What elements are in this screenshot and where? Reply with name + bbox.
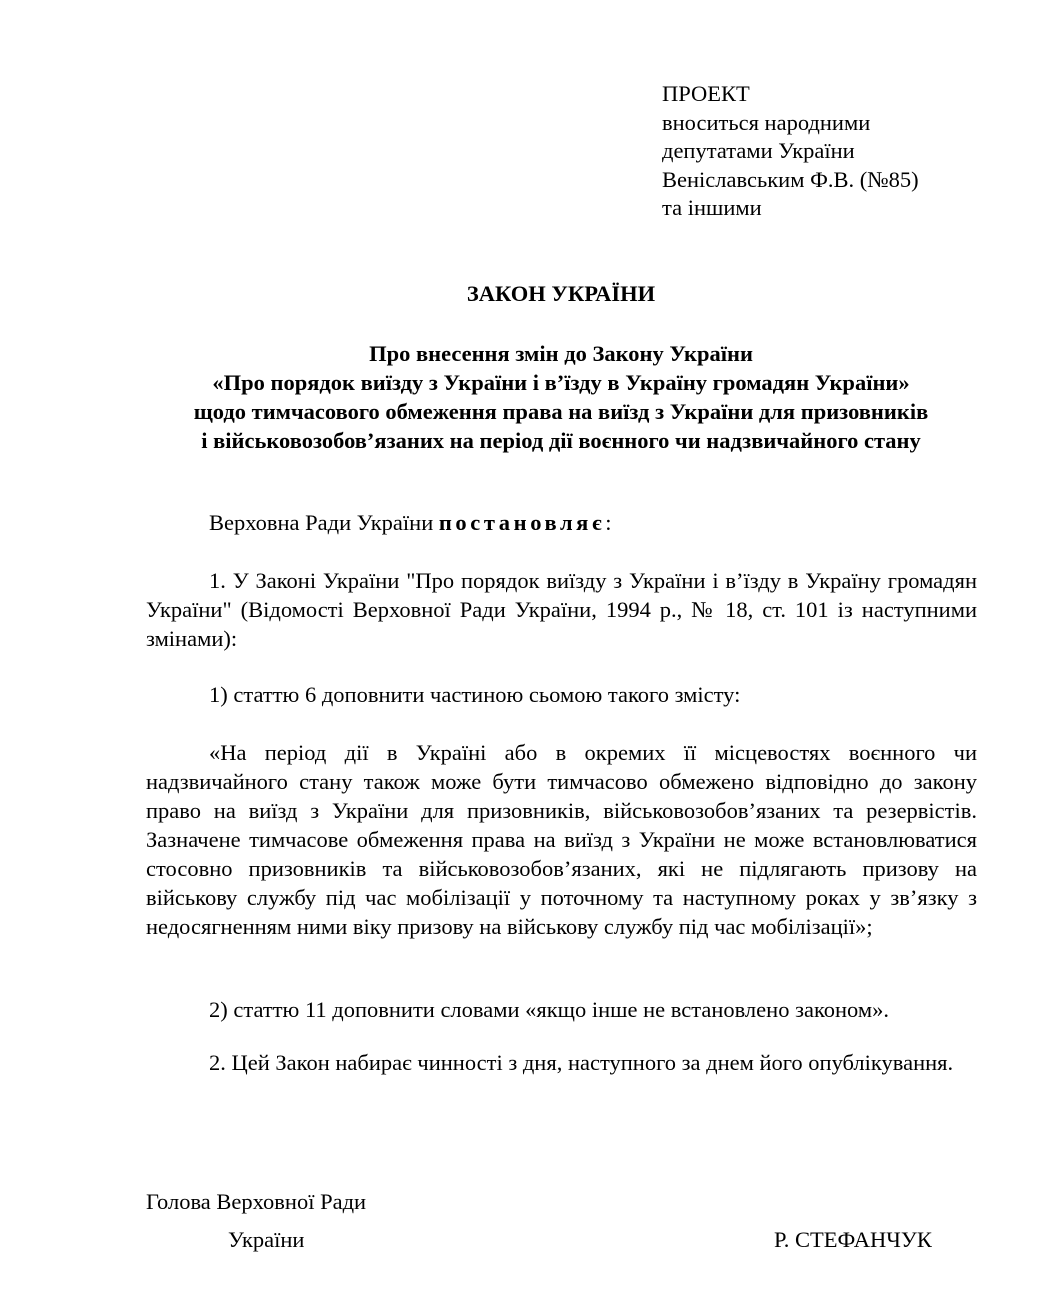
enacting-suffix: : (605, 510, 612, 535)
amendment-item-2: 2) статтю 11 доповнити словами «якщо інше не встановлено законом». (209, 997, 889, 1022)
enacting-prefix: Верховна Ради України (209, 510, 439, 535)
subtitle-line: щодо тимчасового обмеження права на виїзд з України для призовників (193, 399, 929, 424)
submitted-by-line: та іншими (662, 195, 762, 220)
signatory-position-cont: України (228, 1227, 305, 1252)
enacting-clause (146, 508, 977, 537)
law-title: ЗАКОН УКРАЇНИ (466, 281, 656, 306)
signatory-position: Голова Верховної Ради (146, 1189, 367, 1214)
amendment-item-1: 1) статтю 6 доповнити частиною сьомою такого змісту: (209, 682, 741, 707)
subtitle-line: «Про порядок виїзду з України і в’їзду в Україну громадян України» (212, 370, 910, 395)
submitted-by-line: депутатами України (662, 138, 855, 163)
amendment-quote: «На період дії в Україні або в окремих її місцевостях воєнного чи надзвичайного стану також може бути тимчасово обмежено відповідно до закону право на виїзд з України для призовників, військовозобов’язаних та резервістів. Зазначене тимчасове обмеження права на виїзд з України не може встановлюватися стосовно призовників та військовозобов’язаних, які не підлягають призову на військову службу під час мобілізації у поточному та наступному роках у зв’язку з недосягненням ними віку призову на військову службу під час мобілізації»; (146, 740, 977, 939)
subtitle-line: і військовозобов’язаних на період дії воєнного чи надзвичайного стану (201, 428, 921, 453)
enacting-verb: постановляє (438, 510, 606, 535)
draft-header (662, 80, 919, 223)
submitted-by-line: Веніславським Ф.В. (№85) (662, 166, 919, 192)
law-subtitle (0, 339, 1038, 455)
section-1-paragraph: 1. У Законі України "Про порядок виїзду з України і в’їзду в Україну громадян України" (Відомості Верховної Ради України, 1994 р., № 18, ст. 101 із наступними змінами): (146, 568, 977, 651)
signatory-name: Р. СТЕФАНЧУК (774, 1227, 932, 1252)
submitted-by-line: вноситься народними (662, 109, 871, 135)
section-2-paragraph: 2. Цей Закон набирає чинності з дня, наступного за днем його опублікування. (209, 1050, 954, 1075)
subtitle-line: Про внесення змін до Закону України (369, 341, 753, 366)
draft-label: ПРОЕКТ (662, 81, 750, 106)
